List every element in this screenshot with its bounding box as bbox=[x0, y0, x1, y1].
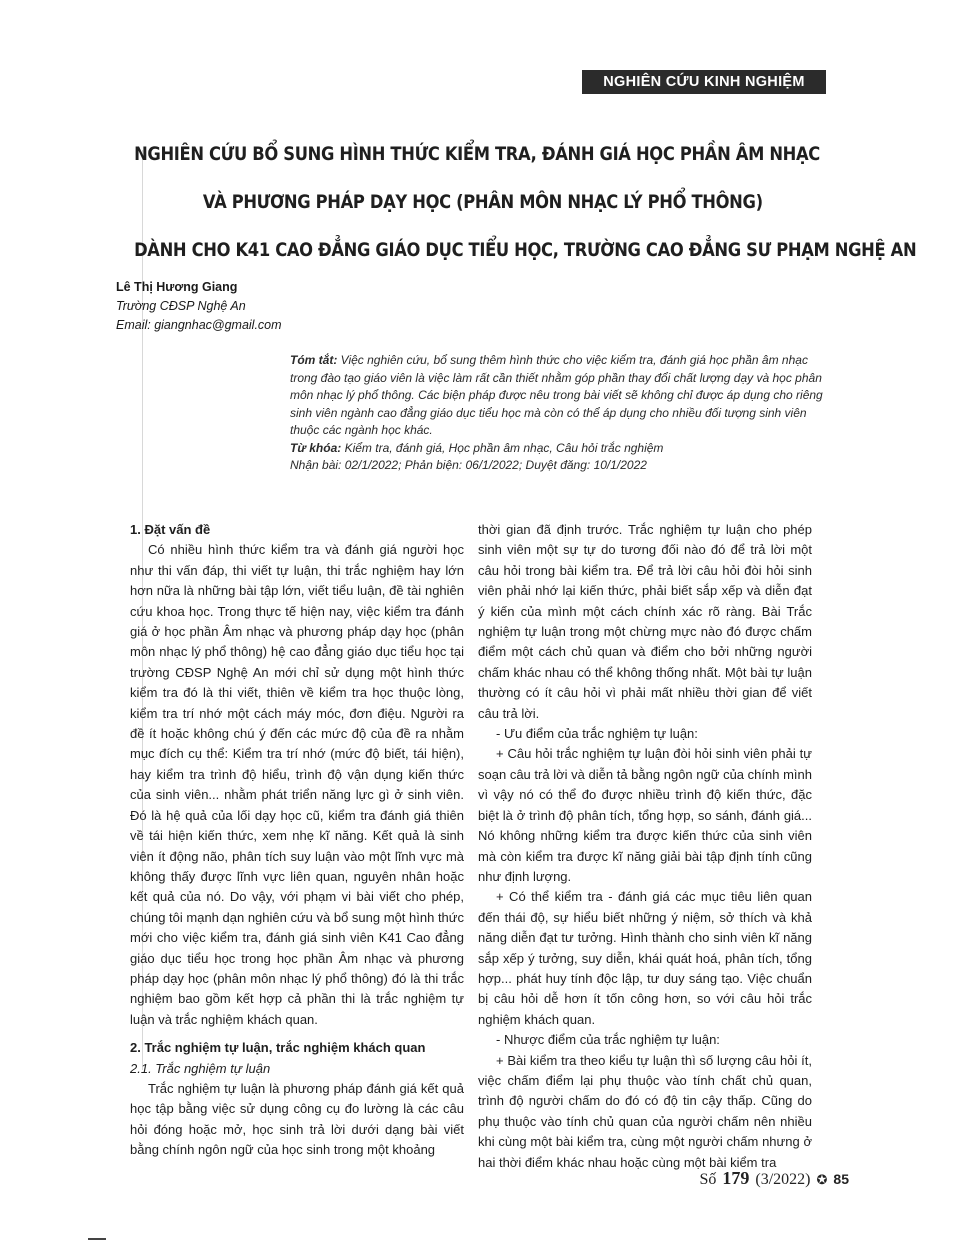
summary-text: Việc nghiên cứu, bổ sung thêm hình thức cho việc kiểm tra, đánh giá học phần âm nhạc trong đào tạo giáo viên là việc làm rất cần thiết nhằm góp phần thay đổi chất lượng dạy và học phân môn nhạc lý phổ thông. Các biện pháp được nêu trong bài viết sẽ không chỉ được áp dụng cho riêng sinh viên ngành cao đẳng giáo dục tiểu học mà còn có thể áp dụng cho nhiều đối tượng sinh viên thuộc các ngành học khác. bbox=[290, 353, 823, 437]
heading-1: 1. Đặt vấn đề bbox=[130, 522, 211, 537]
circle-bullet-icon: ✪ bbox=[816, 1172, 828, 1187]
issue-date: (3/2022) bbox=[755, 1171, 811, 1188]
article-title bbox=[110, 130, 917, 274]
author-affiliation: Trường CĐSP Nghệ An bbox=[116, 299, 246, 313]
section-tag: NGHIÊN CỨU KINH NGHIỆM bbox=[582, 70, 826, 94]
paragraph: Trắc nghiệm tự luận là phương pháp đánh giá kết quả học tập bằng việc sử dụng công cụ đo lường là các câu hỏi đóng hoặc mở, học sinh trả lời dưới dạng bài viết bằng chính ngôn ngữ của học sinh trong một khoảng bbox=[130, 1080, 464, 1158]
paragraph: - Ưu điểm của trắc nghiệm tự luận: bbox=[496, 726, 698, 742]
paragraph: Có nhiều hình thức kiểm tra và đánh giá người học như thi vấn đáp, thi viết tự luận, thi trắc nghiệm hay lớn hơn nữa là những bài tập lớn, viết tiểu luận, đề tài nghiên cứu khoa học. Trong thực tế hiện nay, việc kiểm tra đánh giá ở học phần Âm nhạc và phương pháp dạy học (phân môn nhạc lý phổ thông) hệ cao đẳng giáo dục tiểu học tại trường CĐSP Nghệ An mới chỉ sử dụng một hình thức kiểm tra đó là thi viết, thiên về kiểm tra học thuộc lòng, kiểm tra trí nhớ một cách máy móc, đơn điệu. Người ra đề ít hoặc không chú ý đến các mức độ của đề ra nhằm mục đích cụ thể: Kiểm tra trí nhớ (mức độ biết, tái hiện), hay kiểm tra trình độ hiểu, trình độ vận dụng kiến thức của sinh viên... nhằm phát triển năng lực gì ở sinh viên. Đó là hệ quả của lối dạy học cũ, kiểm tra đánh giá thiên về tái hiện kiến thức, xem nhẹ kĩ năng. Kết quả là sinh viên ít động não, phân tích suy luận vào một lĩnh vực mà không thấy được lĩnh vực liên quan, nguyên nhân hoặc kết quả của nó. Do vậy, với phạm vi bài viết cho phép, chúng tôi mạnh dạn nghiên cứu và bổ sung một hình thức mới cho việc kiểm tra, đánh giá sinh viên K41 Cao đẳng giáo dục tiểu học trong học phần Âm nhạc và phương pháp dạy học (phân môn nhạc lý phổ thông) đó là thi trắc nghiệm bao gồm kết hợp cả phần thi là trắc nghiệm tự luận và trắc nghiệm khách quan. bbox=[130, 542, 464, 1027]
paragraph: + Câu hỏi trắc nghiệm tự luận đòi hỏi sinh viên phải tự soạn câu trả lời và diễn tả bằng ngôn ngữ của chính mình vì vậy nó có thể đo được nhiều trình độ kiến thức, đặc biệt là ở trình độ phân tích, tổng hợp, so sánh, đánh giá... Nó không những kiểm tra được kiến thức của sinh viên mà còn kiểm tra được kĩ năng giải bài tập định tính cũng như định lượng. bbox=[478, 746, 812, 884]
scan-corner-mark bbox=[88, 1238, 106, 1240]
paragraph: + Bài kiểm tra theo kiểu tự luận thì số lượng câu hỏi ít, việc chấm điểm lại phụ thuộc vào tính chất chủ quan, trình độ người chấm do đó có độ tin cậy thấp. Cũng do phụ thuộc vào tính chủ quan của người chấm nên nhiều khi cùng một bài kiểm tra, cùng một người chấm nhưng ở hai thời điểm khác nhau hoặc cùng một bài kiểm tra bbox=[478, 1052, 812, 1170]
abstract-dates: Nhận bài: 02/1/2022; Phản biện: 06/1/2022; Duyệt đăng: 10/1/2022 bbox=[290, 458, 647, 472]
abstract-block bbox=[290, 352, 835, 475]
author-block bbox=[116, 278, 282, 335]
title-line-3: DÀNH CHO K41 CAO ĐẲNG GIÁO DỤC TIỂU HỌC, TRƯỜNG CAO ĐẲNG SƯ PHẠM NGHỆ AN bbox=[134, 239, 917, 261]
abstract-summary bbox=[290, 352, 835, 440]
page-number: 85 bbox=[833, 1171, 849, 1187]
author-name: Lê Thị Hương Giang bbox=[116, 280, 238, 294]
issue-prefix: Số bbox=[699, 1171, 717, 1188]
page-footer bbox=[700, 1168, 850, 1189]
summary-label: Tóm tắt: bbox=[290, 353, 338, 367]
title-line-2: VÀ PHƯƠNG PHÁP DẠY HỌC (PHÂN MÔN NHẠC LÝ PHỔ THÔNG) bbox=[202, 191, 763, 213]
abstract-keywords bbox=[290, 440, 835, 458]
heading-2: 2. Trắc nghiệm tự luận, trắc nghiệm khách quan bbox=[130, 1040, 426, 1056]
keywords-label: Từ khóa: bbox=[290, 440, 342, 455]
author-email: Email: giangnhac@gmail.com bbox=[116, 318, 282, 332]
issue-number: 179 bbox=[722, 1168, 750, 1188]
paragraph: thời gian đã định trước. Trắc nghiệm tự luận cho phép sinh viên một sự tự do tương đối nào đó để trả lời một câu hỏi trong bài kiểm tra. Để trả lời câu hỏi đòi hỏi sinh viên phải nhớ lại kiến thức, phải biết sắp xếp và diễn đạt ý kiến của mình một cách chính xác rõ ràng. Bài Trắc nghiệm tự luận trong một chừng mực nào đó được chấm điểm một cách chủ quan và điểm cho bởi những người chấm khác nhau có thể không thống nhất. Một bài tự luận thường có ít câu hỏi vì phải mất nhiều thời gian để viết câu trả lời. bbox=[478, 522, 812, 721]
title-line-1: NGHIÊN CỨU BỔ SUNG HÌNH THỨC KIỂM TRA, ĐÁNH GIÁ HỌC PHẦN ÂM NHẠC bbox=[134, 143, 820, 165]
subheading-2-1: 2.1. Trắc nghiệm tự luận bbox=[130, 1060, 271, 1076]
left-column bbox=[130, 520, 464, 1161]
keywords-text: Kiểm tra, đánh giá, Học phần âm nhạc, Câu hỏi trắc nghiệm bbox=[344, 440, 664, 455]
right-column bbox=[478, 520, 812, 1173]
paragraph: + Có thể kiểm tra - đánh giá các mục tiêu liên quan đến thái độ, sự hiểu biết những ý niệm, sở thích và khả năng diễn đạt tư tưởng. Hình thành cho sinh viên kĩ năng sắp xếp ý tưởng, suy diễn, khái quát hoá, phân tích, tổng hợp... phát huy tính độc lập, tư duy sáng tạo. Việc chuẩn bị câu hỏi dễ hơn ít tốn công hơn, so với câu hỏi trắc nghiệm khách quan. bbox=[478, 889, 812, 1027]
paragraph: - Nhược điểm của trắc nghiệm tự luận: bbox=[496, 1032, 720, 1048]
